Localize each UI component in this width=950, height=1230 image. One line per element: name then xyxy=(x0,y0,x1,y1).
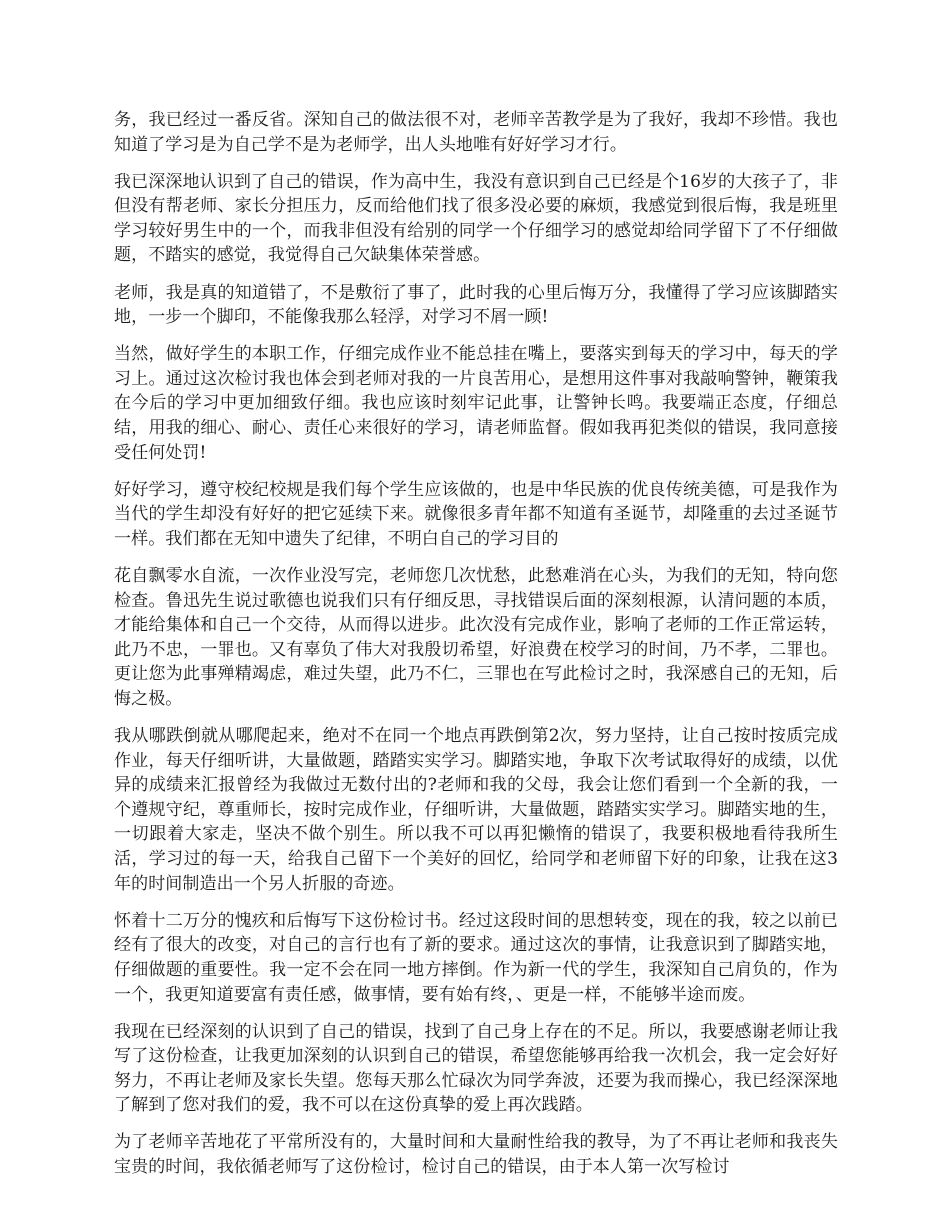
document-body xyxy=(114,108,838,1192)
paragraph-4: 当然，做好学生的本职工作，仔细完成作业不能总挂在嘴上，要落实到每天的学习中，每天的学习上。通过这次检讨我也体会到老师对我的一片良苦用心，是想用这件事对我敲响警钟，鞭策我在今后的学习中更加细致仔细。我也应该时刻牢记此事，让警钟长鸣。我要端正态度，仔细总结，用我的细心、耐心、责任心来很好的学习，请老师监督。假如我再犯类似的错误，我同意接受任何处罚! xyxy=(114,344,838,463)
paragraph-9: 我现在已经深刻的认识到了自己的错误，找到了自己身上存在的不足。所以，我要感谢老师让我写了这份检查，让我更加深刻的认识到自己的错误，希望您能够再给我一次机会，我一定会好好努力，不再让老师及家长失望。您每天那么忙碌次为同学奔波，还要为我而操心，我已经深深地了解到了您对我们的爱，我不可以在这份真挚的爱上再次践踏。 xyxy=(114,1021,838,1116)
paragraph-8: 怀着十二万分的愧疚和后悔写下这份检讨书。经过这段时间的思想转变，现在的我，较之以前已经有了很大的改变，对自己的言行也有了新的要求。通过这次的事情，让我意识到了脚踏实地，仔细做题的重要性。我一定不会在同一地方摔倒。作为新一代的学生，我深知自己肩负的，作为一个，我更知道要富有责任感，做事情，要有始有终，、更是一样，不能够半途而废。 xyxy=(114,910,838,1005)
paragraph-7: 我从哪跌倒就从哪爬起来，绝对不在同一个地点再跌倒第2次，努力坚持，让自己按时按质完成作业，每天仔细听讲，大量做题，踏踏实实学习。脚踏实地，争取下次考试取得好的成绩，以优异的成绩来汇报曾经为我做过无数付出的?老师和我的父母，我会让您们看到一个全新的我，一个遵规守纪，尊重师长，按时完成作业，仔细听讲，大量做题，踏踏实实学习。脚踏实地的生，一切跟着大家走，坚决不做个别生。所以我不可以再犯懒惰的错误了，我要积极地看待我所生活，学习过的每一天，给我自己留下一个美好的回忆，给同学和老师留下好的印象，让我在这3年的时间制造出一个另人折服的奇迹。 xyxy=(114,726,838,894)
paragraph-3: 老师，我是真的知道错了，不是敷衍了事了，此时我的心里后悔万分，我懂得了学习应该脚踏实地，一步一个脚印，不能像我那么轻浮，对学习不屑一顾! xyxy=(114,282,838,328)
paragraph-10: 为了老师辛苦地花了平常所没有的，大量时间和大量耐性给我的教导，为了不再让老师和我丧失宝贵的时间，我依循老师写了这份检讨，检讨自己的错误，由于本人第一次写检讨 xyxy=(114,1132,838,1178)
paragraph-5: 好好学习，遵守校纪校规是我们每个学生应该做的，也是中华民族的优良传统美德，可是我作为当代的学生却没有好好的把它延续下来。就像很多青年都不知道有圣诞节，却隆重的去过圣诞节一样。我们都在无知中遗失了纪律，不明白自己的学习目的 xyxy=(114,479,838,549)
paragraph-6: 花自飘零水自流，一次作业没写完，老师您几次忧愁，此愁难消在心头，为我们的无知，特向您检查。鲁迅先生说过歌德也说我们只有仔细反思，寻找错误后面的深刻根源，认清问题的本质，才能给集体和自己一个交待，从而得以进步。此次没有完成作业，影响了老师的工作正常运转，此乃不忠，一罪也。又有辜负了伟大对我殷切希望，好浪费在校学习的时间，乃不孝，二罪也。更让您为此事殚精竭虑，难过失望，此乃不仁，三罪也在写此检讨之时，我深感自己的无知，后悔之极。 xyxy=(114,566,838,709)
paragraph-1: 务，我已经过一番反省。深知自己的做法很不对，老师辛苦教学是为了我好，我却不珍惜。我也知道了学习是为自己学不是为老师学，出人头地唯有好好学习才行。 xyxy=(114,110,838,155)
paragraph-2: 我已深深地认识到了自己的错误，作为高中生，我没有意识到自己已经是个16岁的大孩子了，非但没有帮老师、家长分担压力，反而给他们找了很多没必要的麻烦，我感觉到很后悔，我是班里学习较好男生中的一个，而我非但没有给别的同学一个仔细学习的感觉却给同学留下了不仔细做题，不踏实的感觉，我觉得自己欠缺集体荣誉感。 xyxy=(114,171,838,266)
